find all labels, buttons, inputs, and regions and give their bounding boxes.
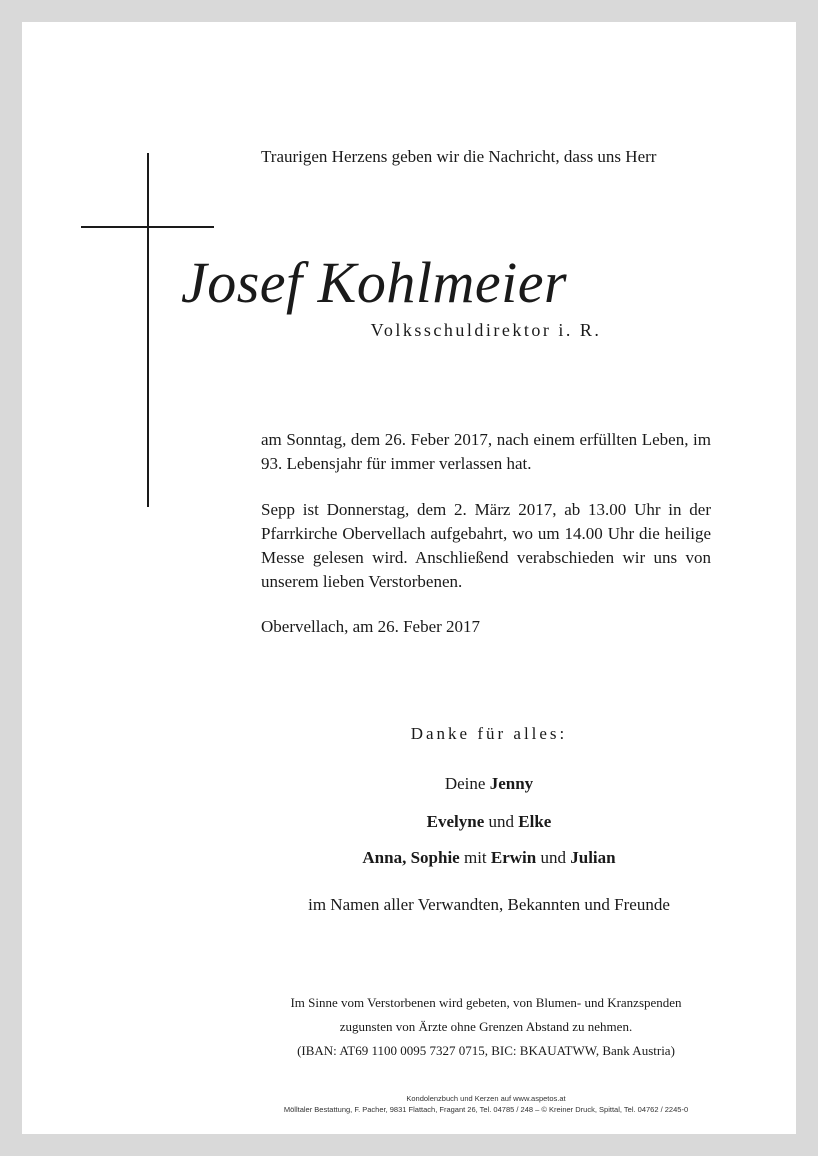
relatives-line: im Namen aller Verwandten, Bekannten und Freunde — [308, 895, 670, 914]
family-name-anna-sophie: Anna, Sophie — [362, 848, 460, 867]
deceased-title — [0, 320, 818, 341]
funeral-paragraph: Sepp ist Donnerstag, dem 2. März 2017, ab 13.00 Uhr in der Pfarrkirche Obervellach aufgebahrt, wo um 14.00 Uhr die heilige Messe gelesen wird. Anschließend verabschieden wir uns von unserem lieben Verstorbenen. — [261, 500, 711, 591]
death-paragraph: am Sonntag, dem 26. Feber 2017, nach einem erfüllten Leben, im 93. Lebensjahr für immer verlassen hat. — [261, 430, 711, 473]
deceased-name — [0, 243, 818, 323]
family-name-jenny: Jenny — [489, 774, 534, 793]
place-date: Obervellach, am 26. Feber 2017 — [261, 617, 481, 636]
family-join: und — [484, 812, 519, 831]
family-line-1 — [255, 774, 723, 794]
intro-text: Traurigen Herzens geben wir die Nachricht, dass uns Herr — [261, 147, 657, 166]
family-prefix: Deine — [444, 774, 490, 793]
family-name-evelyne: Evelyne — [426, 812, 485, 831]
family-join: mit — [459, 848, 491, 867]
family-line-2 — [255, 812, 723, 832]
donation-bank-details: (IBAN: AT69 1100 0095 7327 0715, BIC: BKAUATWW, Bank Austria) — [297, 1043, 675, 1058]
thanks-line: Danke für alles: — [410, 724, 568, 743]
deceased-name-text: Josef Kohlmeier — [180, 250, 568, 315]
footer-undertaker-line: Mölltaler Bestattung, F. Pacher, 9831 Flattach, Fragant 26, Tel. 04785 / 248 – © Kreiner Druck, Spittal, Tel. 04762 / 2245-0 — [283, 1105, 689, 1114]
cross-icon-horizontal-bar — [81, 226, 214, 228]
donation-notice-line: zugunsten von Ärzte ohne Grenzen Abstand zu nehmen. — [339, 1019, 633, 1034]
family-join: und — [536, 848, 571, 867]
footer-condolence-line: Kondolenzbuch und Kerzen auf www.aspetos.at — [406, 1094, 566, 1103]
family-name-julian: Julian — [570, 848, 616, 867]
family-name-elke: Elke — [518, 812, 552, 831]
family-name-erwin: Erwin — [490, 848, 537, 867]
deceased-title-text: Volksschuldirektor i. R. — [370, 320, 602, 340]
donation-notice-line: Im Sinne vom Verstorbenen wird gebeten, von Blumen- und Kranzspenden — [290, 995, 682, 1010]
family-line-3 — [255, 848, 723, 868]
